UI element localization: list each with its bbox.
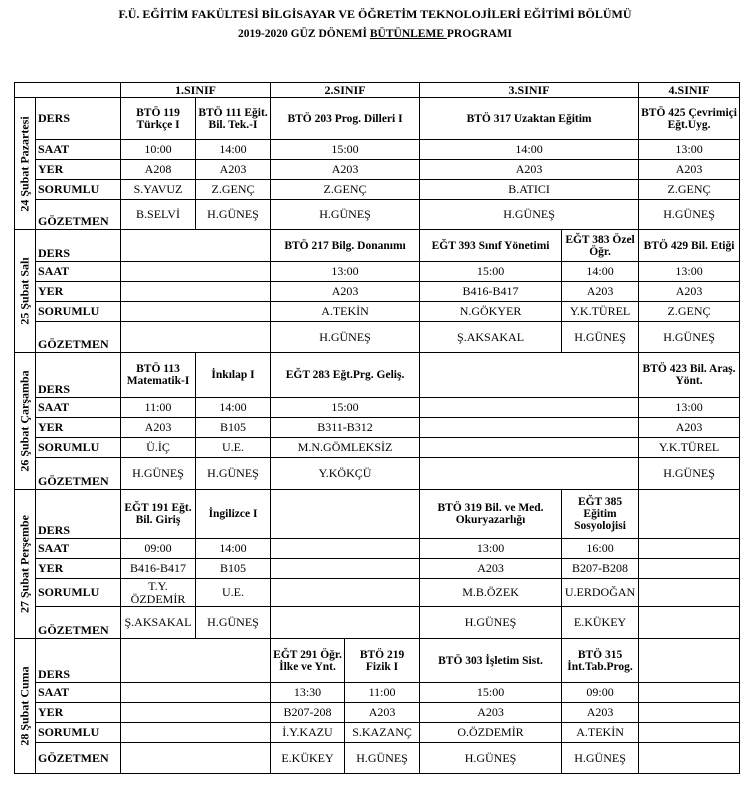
room-cell: A203 [420, 160, 639, 180]
row-label-yer: YER [36, 160, 121, 180]
empty-cell [639, 683, 740, 703]
instructor-cell: Z.GENÇ [639, 302, 740, 322]
time-cell: 13:00 [639, 262, 740, 282]
time-cell: 15:00 [271, 140, 420, 160]
day-4-saat-row [15, 539, 740, 559]
instructor-cell: A.TEKİN [271, 302, 420, 322]
row-label-gozetmen: GÖZETMEN [36, 322, 121, 353]
course-cell: İngilizce I [196, 490, 271, 539]
day-label: 26 Şubat Çarşamba [15, 353, 36, 490]
day-4-ders-row [15, 490, 740, 539]
course-cell: EĞT 385 Eğitim Sosyolojisi [562, 490, 639, 539]
room-cell: B105 [196, 559, 271, 579]
day-3-sorumlu-row [15, 438, 740, 458]
proctor-cell: Ş.AKSAKAL [420, 322, 562, 353]
proctor-cell: E.KÜKEY [562, 607, 639, 639]
time-cell: 13:00 [639, 398, 740, 418]
class-header-1: 1.SINIF [121, 83, 271, 98]
proctor-cell: Y.KÖKÇÜ [271, 458, 420, 490]
empty-cell [639, 743, 740, 774]
row-label-ders: DERS [36, 639, 121, 683]
room-cell: A203 [420, 559, 562, 579]
proctor-cell: H.GÜNEŞ [639, 200, 740, 230]
course-cell: BTÖ 113 Matematik-I [121, 353, 196, 398]
row-label-saat: SAAT [36, 262, 121, 282]
proctor-cell: H.GÜNEŞ [345, 743, 420, 774]
time-cell: 15:00 [420, 262, 562, 282]
empty-cell [420, 398, 639, 418]
time-cell: 14:00 [196, 539, 271, 559]
instructor-cell: Z.GENÇ [639, 180, 740, 200]
day-4-gozetmen-row [15, 607, 740, 639]
row-label-saat: SAAT [36, 140, 121, 160]
empty-cell [271, 539, 420, 559]
header-corner [15, 83, 121, 98]
instructor-cell: Z.GENÇ [271, 180, 420, 200]
room-cell: B416-B417 [420, 282, 562, 302]
room-cell: A203 [639, 160, 740, 180]
instructor-cell: Y.K.TÜREL [639, 438, 740, 458]
day-3-gozetmen-row [15, 458, 740, 490]
instructor-cell: S.KAZANÇ [345, 723, 420, 743]
row-label-sorumlu: SORUMLU [36, 438, 121, 458]
instructor-cell: U.E. [196, 438, 271, 458]
row-label-yer: YER [36, 418, 121, 438]
row-label-saat: SAAT [36, 398, 121, 418]
empty-cell [121, 262, 271, 282]
empty-cell [121, 683, 271, 703]
room-cell: A203 [196, 160, 271, 180]
proctor-cell: H.GÜNEŞ [639, 458, 740, 490]
time-cell: 14:00 [562, 262, 639, 282]
time-cell: 11:00 [345, 683, 420, 703]
instructor-cell: U.E. [196, 579, 271, 607]
proctor-cell: H.GÜNEŞ [562, 743, 639, 774]
empty-cell [121, 743, 271, 774]
instructor-cell: B.ATICI [420, 180, 639, 200]
day-5-saat-row [15, 683, 740, 703]
proctor-cell: H.GÜNEŞ [562, 322, 639, 353]
empty-cell [420, 418, 639, 438]
time-cell: 09:00 [121, 539, 196, 559]
empty-cell [420, 438, 639, 458]
day-label: 25 Şubat Salı [15, 230, 36, 353]
empty-cell [639, 559, 740, 579]
row-label-gozetmen: GÖZETMEN [36, 607, 121, 639]
proctor-cell: H.GÜNEŞ [121, 458, 196, 490]
empty-cell [639, 579, 740, 607]
empty-cell [639, 490, 740, 539]
course-cell: BTÖ 319 Bil. ve Med. Okuryazarlığı [420, 490, 562, 539]
empty-cell [271, 579, 420, 607]
empty-cell [271, 559, 420, 579]
row-label-gozetmen: GÖZETMEN [36, 743, 121, 774]
instructor-cell: S.YAVUZ [121, 180, 196, 200]
row-label-gozetmen: GÖZETMEN [36, 458, 121, 490]
day-1-yer-row [15, 160, 740, 180]
day-2-gozetmen-row [15, 322, 740, 353]
instructor-cell: N.GÖKYER [420, 302, 562, 322]
day-5-gozetmen-row [15, 743, 740, 774]
empty-cell [121, 282, 271, 302]
day-5-ders-row [15, 639, 740, 683]
proctor-cell: H.GÜNEŞ [420, 200, 639, 230]
room-cell: B105 [196, 418, 271, 438]
class-header-3: 3.SINIF [420, 83, 639, 98]
time-cell: 13:00 [639, 140, 740, 160]
instructor-cell: Ü.İÇ [121, 438, 196, 458]
proctor-cell: E.KÜKEY [271, 743, 345, 774]
room-cell: A203 [420, 703, 562, 723]
empty-cell [639, 639, 740, 683]
day-3-saat-row [15, 398, 740, 418]
course-cell: BTÖ 217 Bilg. Donanımı [271, 230, 420, 262]
time-cell: 13:30 [271, 683, 345, 703]
instructor-cell: M.B.ÖZEK [420, 579, 562, 607]
day-2-saat-row [15, 262, 740, 282]
course-cell: BTÖ 425 Çevrimiçi Eğt.Uyg. [639, 98, 740, 140]
instructor-cell: İ.Y.KAZU [271, 723, 345, 743]
row-label-yer: YER [36, 559, 121, 579]
course-cell: İnkılap I [196, 353, 271, 398]
instructor-cell: Z.GENÇ [196, 180, 271, 200]
instructor-cell: U.ERDOĞAN [562, 579, 639, 607]
room-cell: B311-B312 [271, 418, 420, 438]
room-cell: A203 [639, 282, 740, 302]
time-cell: 14:00 [196, 398, 271, 418]
day-1-saat-row [15, 140, 740, 160]
course-cell: EĞT 283 Eğt.Prg. Geliş. [271, 353, 420, 398]
empty-cell [121, 322, 271, 353]
day-1-sorumlu-row [15, 180, 740, 200]
proctor-cell: H.GÜNEŞ [196, 200, 271, 230]
room-cell: A203 [121, 418, 196, 438]
time-cell: 16:00 [562, 539, 639, 559]
room-cell: A203 [271, 160, 420, 180]
subtitle-suffix: PROGRAMI [446, 28, 513, 40]
row-label-ders: DERS [36, 490, 121, 539]
document-subtitle [0, 28, 750, 40]
course-cell: BTÖ 119 Türkçe I [121, 98, 196, 140]
day-2-yer-row [15, 282, 740, 302]
proctor-cell: B.SELVİ [121, 200, 196, 230]
row-label-ders: DERS [36, 353, 121, 398]
empty-cell [639, 539, 740, 559]
class-header-row [15, 83, 740, 98]
course-cell: BTÖ 429 Bil. Etiği [639, 230, 740, 262]
day-label: 27 Şubat Perşembe [15, 490, 36, 639]
class-header-2: 2.SINIF [271, 83, 420, 98]
room-cell: B207-208 [271, 703, 345, 723]
course-cell: BTÖ 315 İnt.Tab.Prog. [562, 639, 639, 683]
instructor-cell: Y.K.TÜREL [562, 302, 639, 322]
day-4-yer-row [15, 559, 740, 579]
day-2-sorumlu-row [15, 302, 740, 322]
room-cell: A203 [271, 282, 420, 302]
course-cell: BTÖ 203 Prog. Dilleri I [271, 98, 420, 140]
course-cell: EĞT 191 Eğt. Bil. Giriş [121, 490, 196, 539]
proctor-cell: H.GÜNEŞ [196, 607, 271, 639]
empty-cell [271, 607, 420, 639]
row-label-ders: DERS [36, 230, 121, 262]
row-label-gozetmen: GÖZETMEN [36, 200, 121, 230]
row-label-sorumlu: SORUMLU [36, 302, 121, 322]
room-cell: A203 [639, 418, 740, 438]
time-cell: 15:00 [420, 683, 562, 703]
empty-cell [639, 703, 740, 723]
instructor-cell: O.ÖZDEMİR [420, 723, 562, 743]
course-cell: BTÖ 219 Fizik I [345, 639, 420, 683]
day-3-yer-row [15, 418, 740, 438]
document-title: F.Ü. EĞİTİM FAKÜLTESİ BİLGİSAYAR VE ÖĞRETİM TEKNOLOJİLERİ EĞİTİMİ BÖLÜMÜ [118, 7, 632, 21]
day-label: 28 Şubat Cuma [15, 639, 36, 774]
time-cell: 14:00 [420, 140, 639, 160]
proctor-cell: H.GÜNEŞ [420, 607, 562, 639]
day-2-ders-row [15, 230, 740, 262]
day-5-sorumlu-row [15, 723, 740, 743]
class-header-4: 4.SINIF [639, 83, 740, 98]
room-cell: A203 [562, 703, 639, 723]
course-cell: BTÖ 303 İşletim Sist. [420, 639, 562, 683]
time-cell: 13:00 [271, 262, 420, 282]
proctor-cell: Ş.AKSAKAL [121, 607, 196, 639]
proctor-cell: H.GÜNEŞ [639, 322, 740, 353]
day-3-ders-row [15, 353, 740, 398]
row-label-saat: SAAT [36, 683, 121, 703]
subtitle-year: 2019-2020 GÜZ DÖNEMİ [237, 28, 370, 40]
row-label-sorumlu: SORUMLU [36, 723, 121, 743]
course-cell: EĞT 383 Özel Öğr. [562, 230, 639, 262]
time-cell: 09:00 [562, 683, 639, 703]
proctor-cell: H.GÜNEŞ [271, 322, 420, 353]
time-cell: 11:00 [121, 398, 196, 418]
empty-cell [121, 230, 271, 262]
empty-cell [420, 458, 639, 490]
proctor-cell: H.GÜNEŞ [196, 458, 271, 490]
course-cell: EĞT 393 Sınıf Yönetimi [420, 230, 562, 262]
room-cell: A208 [121, 160, 196, 180]
course-cell: EĞT 291 Öğr. İlke ve Ynt. [271, 639, 345, 683]
empty-cell [639, 723, 740, 743]
row-label-sorumlu: SORUMLU [36, 579, 121, 607]
row-label-yer: YER [36, 282, 121, 302]
course-cell: BTÖ 423 Bil. Araş. Yönt. [639, 353, 740, 398]
empty-cell [271, 490, 420, 539]
row-label-sorumlu: SORUMLU [36, 180, 121, 200]
instructor-cell: T.Y. ÖZDEMİR [121, 579, 196, 607]
exam-schedule-table [14, 82, 740, 774]
time-cell: 15:00 [271, 398, 420, 418]
time-cell: 13:00 [420, 539, 562, 559]
time-cell: 14:00 [196, 140, 271, 160]
empty-cell [121, 302, 271, 322]
row-label-ders: DERS [36, 98, 121, 140]
time-cell: 10:00 [121, 140, 196, 160]
day-label: 24 Şubat Pazartesi [15, 98, 36, 230]
row-label-yer: YER [36, 703, 121, 723]
empty-cell [639, 607, 740, 639]
instructor-cell: M.N.GÖMLEKSİZ [271, 438, 420, 458]
room-cell: A203 [345, 703, 420, 723]
subtitle-exam-type: BÜTÜNLEME [369, 28, 447, 40]
day-5-yer-row [15, 703, 740, 723]
proctor-cell: H.GÜNEŞ [420, 743, 562, 774]
day-4-sorumlu-row [15, 579, 740, 607]
proctor-cell: H.GÜNEŞ [271, 200, 420, 230]
course-cell: BTÖ 111 Eğit. Bil. Tek.-I [196, 98, 271, 140]
empty-cell [121, 723, 271, 743]
empty-cell [420, 353, 639, 398]
row-label-saat: SAAT [36, 539, 121, 559]
day-1-ders-row [15, 98, 740, 140]
course-cell: BTÖ 317 Uzaktan Eğitim [420, 98, 639, 140]
room-cell: B207-B208 [562, 559, 639, 579]
day-1-gozetmen-row [15, 200, 740, 230]
empty-cell [121, 639, 271, 683]
room-cell: A203 [562, 282, 639, 302]
instructor-cell: A.TEKİN [562, 723, 639, 743]
room-cell: B416-B417 [121, 559, 196, 579]
empty-cell [121, 703, 271, 723]
